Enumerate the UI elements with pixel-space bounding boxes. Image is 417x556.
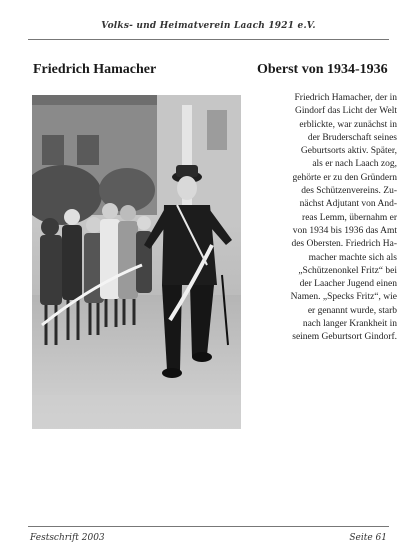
- body-line: der Bruderschaft seines: [307, 132, 397, 143]
- body-line: von 1934 bis 1936 das Amt: [292, 225, 397, 236]
- running-header: Volks- und Heimatverein Laach 1921 e.V.: [101, 21, 316, 31]
- body-line: Friedrich Hamacher, der in: [294, 93, 397, 103]
- body-line: Geburtsorts aktiv. Später,: [300, 146, 397, 157]
- footer-page-number: Seite 61: [349, 533, 387, 543]
- historical-photo: [32, 95, 241, 429]
- body-line: des Obersten. Friedrich Ha-: [291, 239, 397, 250]
- article-subtitle: Oberst von 1934-1936: [257, 62, 388, 77]
- body-line: er genannt wurde, starb: [307, 305, 397, 316]
- body-line: seinem Geburtsort Gindorf.: [292, 332, 397, 343]
- body-line: macher machte sich als: [308, 252, 397, 263]
- body-line: „Schützenonkel Fritz“ bei: [298, 265, 397, 276]
- footer-publication: Festschrift 2003: [30, 533, 105, 543]
- article-title: Friedrich Hamacher: [33, 62, 157, 77]
- body-line: erblickte, war zunächst in: [299, 119, 397, 130]
- body-line: des Schützenvereins. Zu-: [301, 186, 397, 197]
- body-line: als er nach Laach zog,: [312, 159, 397, 170]
- body-line: nach langer Krankheit in: [302, 319, 397, 330]
- body-line: nächst Adjutant von And-: [299, 199, 397, 210]
- article-body: [254, 92, 397, 345]
- body-line: der Laacher Jugend einen: [299, 279, 397, 290]
- photo-illustration: [32, 95, 241, 429]
- body-line: gehörte er zu den Gründern: [292, 172, 397, 183]
- body-line: reas Lemm, übernahm er: [302, 212, 397, 223]
- body-line: Gindorf das Licht der Welt: [295, 106, 397, 117]
- header-rule: [28, 39, 389, 40]
- footer-rule: [28, 526, 389, 527]
- body-line: Namen. „Specks Fritz“, wie: [290, 292, 397, 303]
